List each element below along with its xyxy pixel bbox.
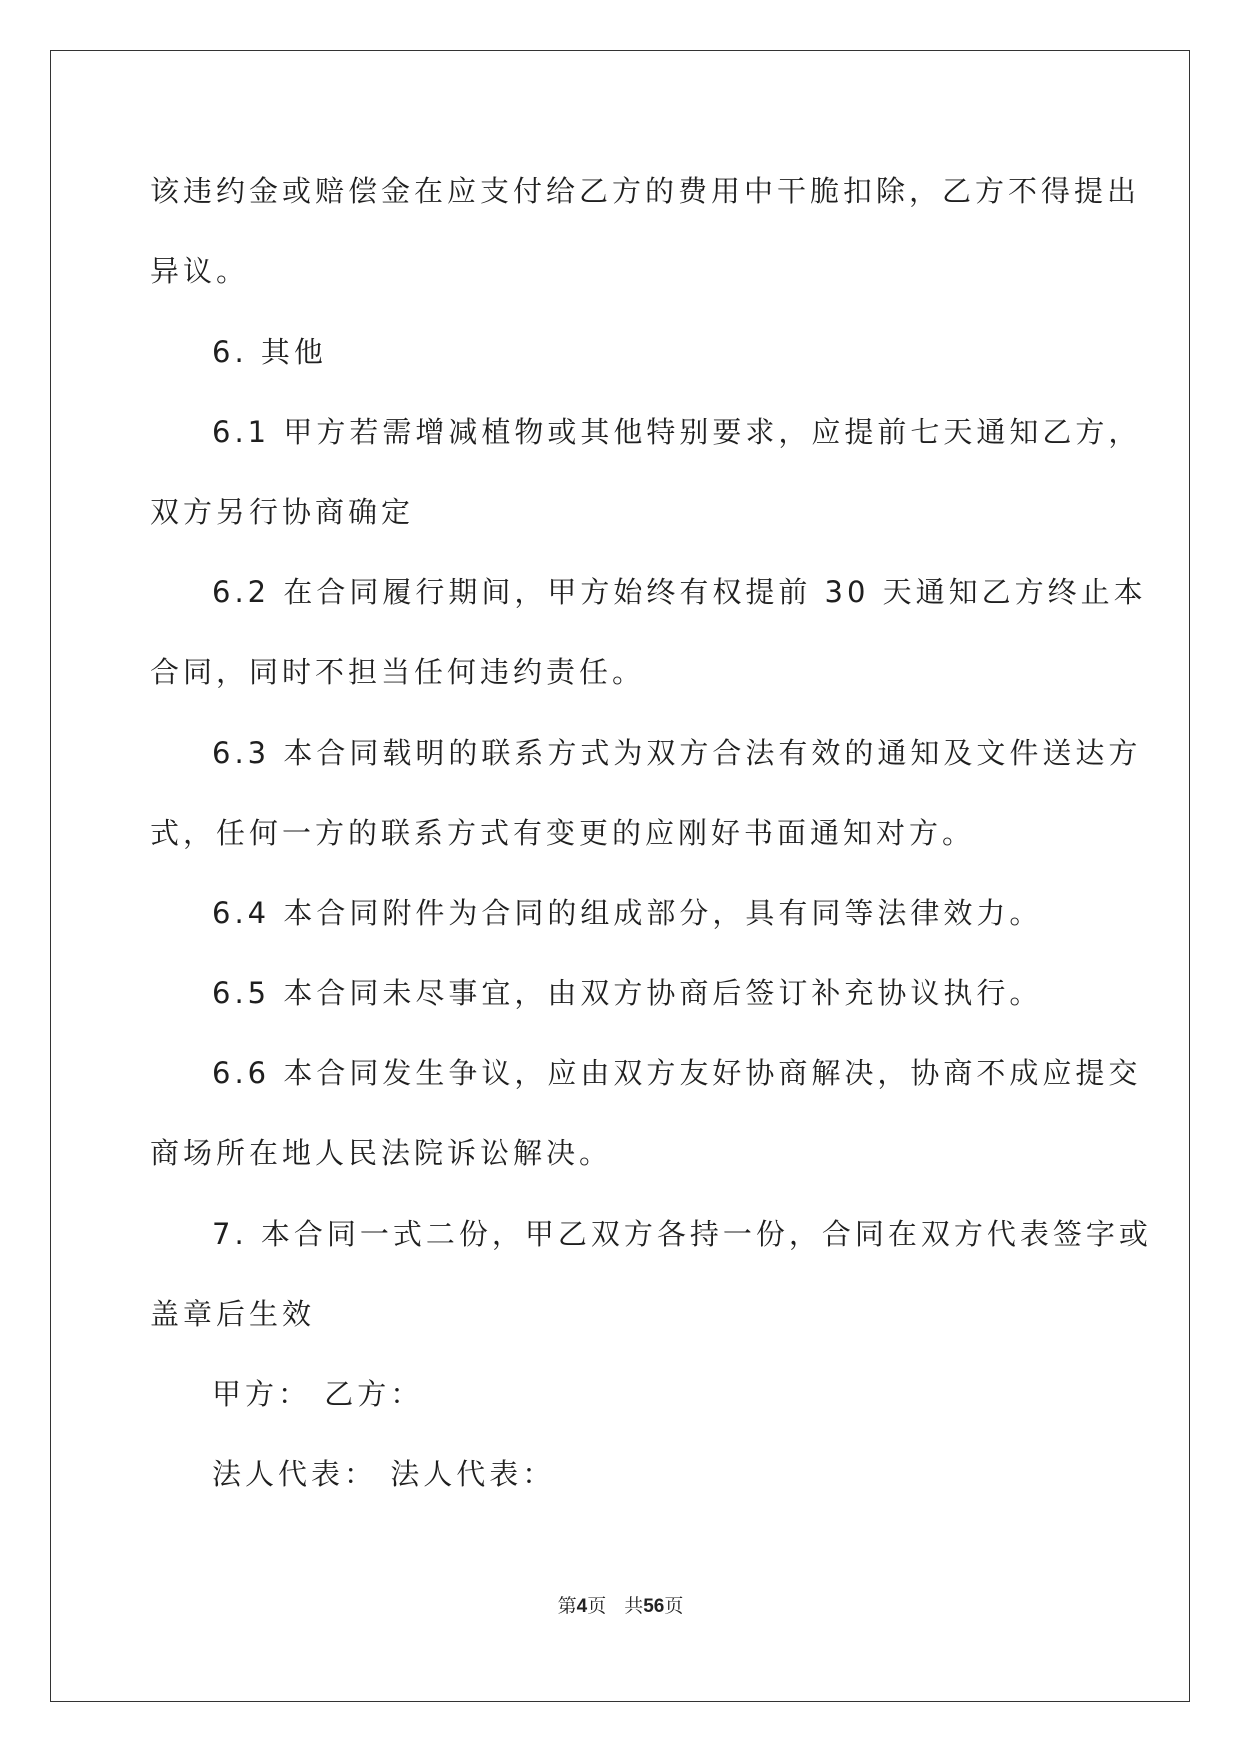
paragraph-line: 6.3 本合同载明的联系方式为双方合法有效的通知及文件送达方 <box>212 736 1142 770</box>
footer-total-suffix: 页 <box>664 1595 684 1617</box>
page-footer <box>0 1594 1241 1619</box>
footer-total-pages: 56 <box>643 1596 665 1617</box>
paragraph-line: 盖章后生效 <box>150 1297 316 1331</box>
paragraph-line: 双方另行协商确定 <box>150 495 415 529</box>
paragraph-line: 6.2 在合同履行期间，甲方始终有权提前 30 天通知乙方终止本 <box>212 575 1147 609</box>
section-heading: 6. 其他 <box>212 335 327 369</box>
paragraph-line: 合同，同时不担当任何违约责任。 <box>150 655 646 689</box>
paragraph-line: 6.6 本合同发生争议，应由双方友好协商解决，协商不成应提交 <box>212 1056 1142 1090</box>
paragraph-line: 异议。 <box>150 254 250 288</box>
footer-page-suffix: 页 <box>587 1595 607 1617</box>
paragraph-line: 式，任何一方的联系方式有变更的应刚好书面通知对方。 <box>150 816 976 850</box>
paragraph-line: 该违约金或赔偿金在应支付给乙方的费用中干脆扣除，乙方不得提出 <box>150 174 1141 208</box>
footer-page-number: 4 <box>576 1596 588 1617</box>
signature-representative-line: 法人代表： 法人代表： <box>212 1457 556 1491</box>
paragraph-line: 商场所在地人民法院诉讼解决。 <box>150 1136 613 1170</box>
paragraph-line: 7. 本合同一式二份，甲乙双方各持一份，合同在双方代表签字或 <box>212 1217 1152 1251</box>
paragraph-line: 6.5 本合同未尽事宜，由双方协商后签订补充协议执行。 <box>212 976 1043 1010</box>
footer-total-prefix: 共 <box>624 1595 644 1617</box>
paragraph-line: 6.1 甲方若需增减植物或其他特别要求，应提前七天通知乙方， <box>212 415 1142 449</box>
footer-page-prefix: 第 <box>557 1595 577 1617</box>
paragraph-line: 6.4 本合同附件为合同的组成部分，具有同等法律效力。 <box>212 896 1043 930</box>
signature-party-line: 甲方： 乙方： <box>212 1377 424 1411</box>
page-border <box>50 50 1190 1702</box>
